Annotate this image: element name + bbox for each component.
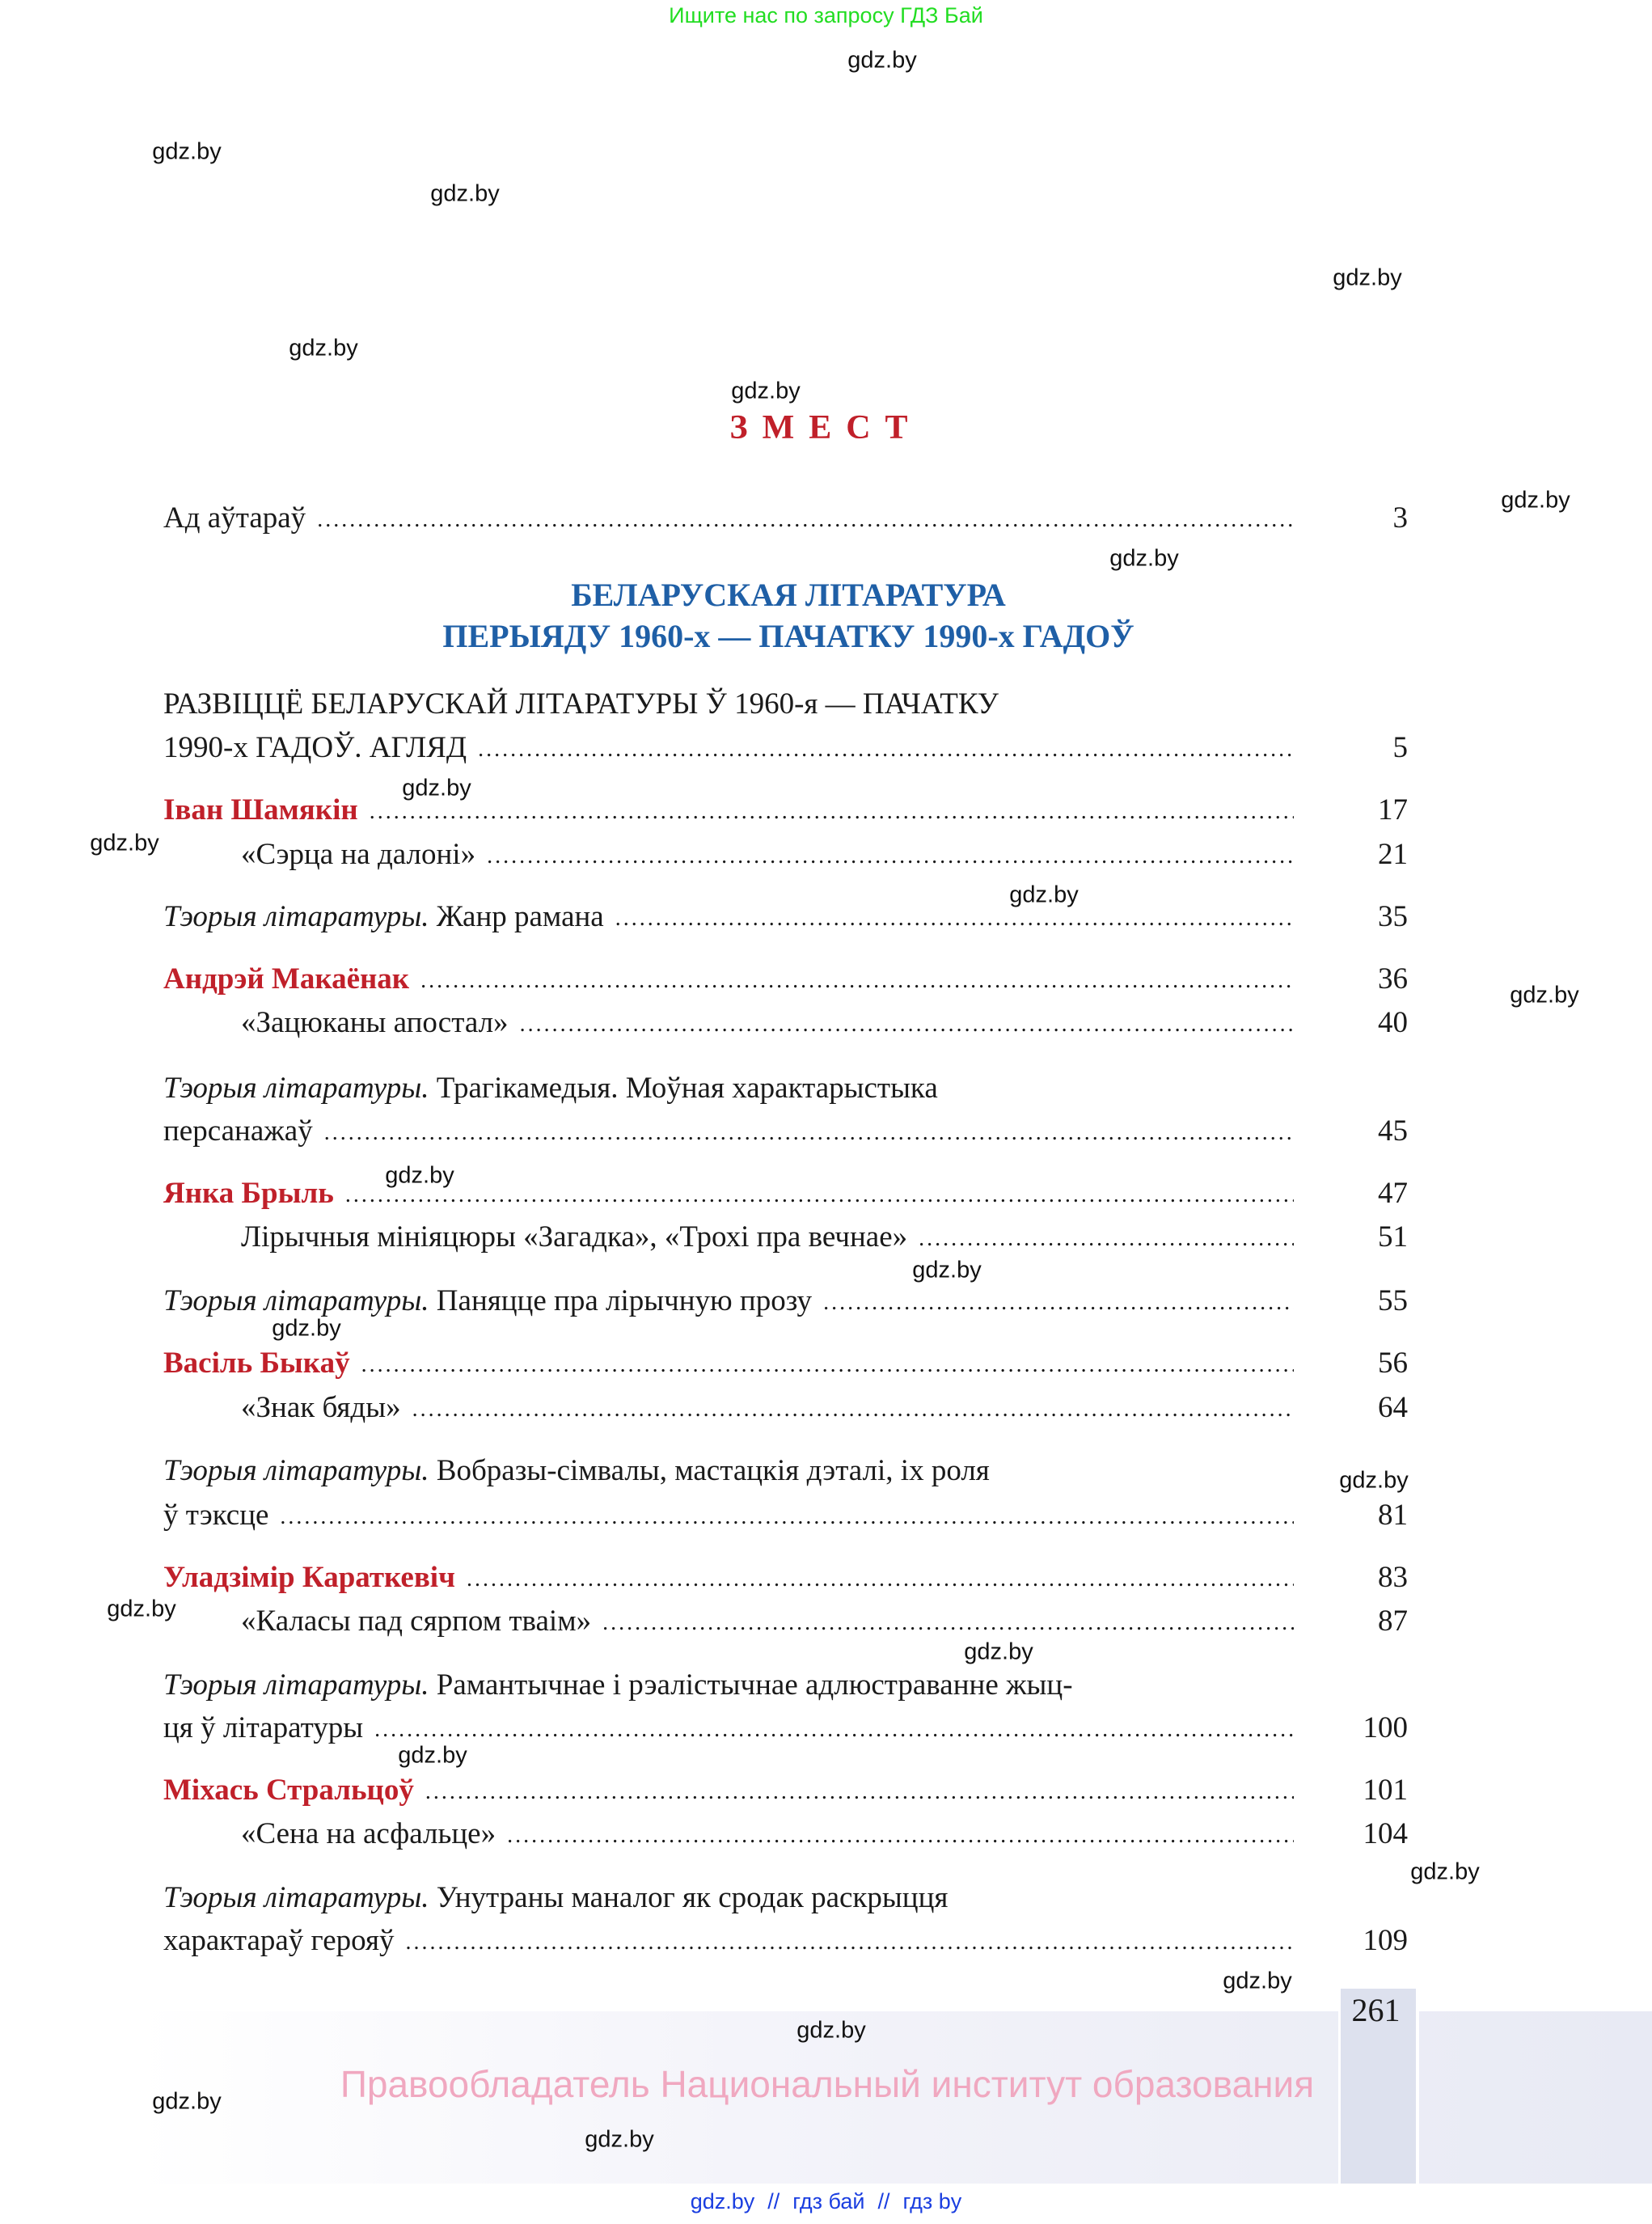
search-hint-banner: Ищите нас по запросу ГДЗ Бай — [669, 3, 983, 27]
theory-prefix: Тэорыя літаратуры. — [163, 1668, 429, 1702]
toc-entry[interactable] — [241, 1000, 1408, 1044]
toc-entry[interactable] — [163, 1279, 1408, 1322]
watermark-text: gdz.by — [272, 1315, 341, 1342]
toc-entry-title: Андрэй Макаёнак — [163, 962, 410, 996]
watermark-text: gdz.by — [1109, 545, 1179, 572]
dot-leader — [823, 1290, 1294, 1322]
dot-leader — [412, 1397, 1294, 1429]
dot-leader — [345, 1182, 1294, 1215]
toc-entry-title: «Знак бяды» — [241, 1390, 401, 1424]
watermark-text: gdz.by — [585, 2126, 654, 2153]
dot-leader — [487, 844, 1294, 876]
link-gdz-by-alt[interactable]: гдз by — [902, 2189, 962, 2213]
toc-entry[interactable] — [241, 1215, 1408, 1258]
toc-entry-title: «Каласы пад сярпом тваім» — [241, 1604, 592, 1638]
toc-page-number: 100 — [1363, 1710, 1408, 1744]
watermark-text: gdz.by — [385, 1162, 454, 1189]
page-title: ЗМЕСТ — [729, 409, 923, 446]
page-number: 261 — [1351, 1992, 1401, 2028]
toc-page-number: 3 — [1392, 501, 1408, 535]
toc-entry[interactable] — [163, 894, 1408, 938]
toc-entry-title — [163, 1453, 1001, 1488]
watermark-text: gdz.by — [1410, 1858, 1480, 1885]
toc-page-number: 81 — [1378, 1498, 1408, 1532]
toc-entry-title: Уладзімір Караткевіч — [163, 1560, 455, 1594]
toc-entry[interactable] — [163, 1555, 1408, 1599]
theory-prefix: Тэорыя літаратуры. — [163, 1283, 429, 1317]
toc-entry-title: Ад аўтараў — [163, 501, 306, 535]
toc-entry-title: 1990-х ГАДОЎ. АГЛЯД — [163, 730, 467, 764]
toc-entry[interactable] — [241, 1812, 1408, 1855]
link-gdz-by[interactable]: gdz.by — [690, 2189, 755, 2213]
watermark-text: gdz.by — [1510, 982, 1579, 1008]
toc-page-number: 104 — [1363, 1816, 1408, 1850]
toc-page-number: 36 — [1378, 962, 1408, 996]
toc-page-number: 5 — [1392, 730, 1408, 764]
toc-entry-title: характараў герояў — [163, 1923, 395, 1957]
toc-entry[interactable] — [163, 1918, 1408, 1962]
toc-entry-title: «Сэрца на далоні» — [241, 837, 476, 871]
toc-entry[interactable] — [163, 496, 1408, 539]
toc-entry-title — [163, 1071, 949, 1106]
watermark-text: gdz.by — [964, 1638, 1033, 1665]
watermark-text: gdz.by — [402, 775, 471, 801]
dot-leader — [374, 1717, 1294, 1749]
toc-entry-title: ў тэксце — [163, 1498, 269, 1532]
toc-entry[interactable] — [163, 1171, 1408, 1215]
toc-entry-title: «Зацюканы апостал» — [241, 1005, 509, 1039]
toc-entry-title — [163, 1880, 959, 1915]
toc-entry[interactable] — [163, 1109, 1408, 1152]
watermark-text: gdz.by — [847, 47, 917, 74]
toc-entry[interactable] — [163, 1706, 1408, 1749]
dot-leader — [919, 1226, 1294, 1258]
separator: // — [877, 2189, 890, 2213]
theory-prefix: Тэорыя літаратуры. — [163, 1880, 429, 1914]
separator: // — [767, 2189, 780, 2213]
toc-entry[interactable] — [163, 1663, 1408, 1706]
toc-entry[interactable] — [163, 1875, 1408, 1919]
section-heading-line-2: ПЕРЫЯДУ 1960-х — ПАЧАТКУ 1990-х ГАДОЎ — [442, 618, 1134, 654]
dot-leader — [280, 1504, 1294, 1537]
watermark-text: gdz.by — [430, 180, 500, 207]
toc-page-number: 45 — [1378, 1114, 1408, 1148]
theory-prefix: Тэорыя літаратуры. — [163, 1071, 429, 1105]
toc-page-number: 17 — [1378, 793, 1408, 827]
toc-entry[interactable] — [241, 1385, 1408, 1429]
dot-leader — [406, 1930, 1295, 1962]
toc-page-number: 55 — [1378, 1283, 1408, 1317]
toc-page-number: 51 — [1378, 1220, 1408, 1254]
watermark-text: gdz.by — [289, 335, 358, 362]
toc-page-number: 101 — [1363, 1773, 1408, 1807]
theory-prefix: Тэорыя літаратуры. — [163, 899, 429, 933]
toc-page-number: 83 — [1378, 1560, 1408, 1594]
watermark-text: gdz.by — [731, 378, 801, 404]
toc-page-number: 35 — [1378, 899, 1408, 933]
dot-leader — [361, 1352, 1294, 1385]
toc-entry[interactable] — [163, 1448, 1408, 1492]
toc-entry-title: РАЗВІЦЦЁ БЕЛАРУСКАЙ ЛІТАРАТУРЫ Ў 1960-я — ПАЧАТКУ — [163, 687, 999, 721]
toc-entry[interactable] — [163, 1493, 1408, 1537]
toc-page-number: 40 — [1378, 1005, 1408, 1039]
rights-holder-notice: Правообладатель Национальный институт образования — [340, 2063, 1315, 2105]
toc-entry-title — [163, 1668, 1084, 1702]
toc-entry-title — [163, 1283, 823, 1318]
bottom-links — [0, 2189, 1652, 2214]
toc-entry-title: Іван Шамякін — [163, 793, 358, 827]
toc-page-number: 64 — [1378, 1390, 1408, 1424]
toc-entry-title: Лірычныя мініяцюры «Загадка», «Трохі пра вечнае» — [241, 1220, 908, 1254]
toc-page-number: 87 — [1378, 1604, 1408, 1638]
dot-leader — [507, 1823, 1294, 1855]
toc-entry-title: «Сена на асфальце» — [241, 1816, 496, 1850]
watermark-text: gdz.by — [1501, 487, 1570, 514]
toc-page-number: 47 — [1378, 1176, 1408, 1210]
theory-prefix: Тэорыя літаратуры. — [163, 1453, 429, 1487]
dot-leader — [602, 1610, 1294, 1643]
toc-entry[interactable] — [163, 1768, 1408, 1812]
dot-leader — [370, 799, 1294, 831]
toc-entry[interactable] — [163, 725, 1408, 769]
dot-leader — [317, 507, 1294, 539]
link-gdz-bai[interactable]: гдз бай — [792, 2189, 865, 2213]
dot-leader — [467, 1567, 1294, 1599]
watermark-text: gdz.by — [1009, 882, 1079, 908]
watermark-text: gdz.by — [1333, 264, 1402, 291]
toc-page-number: 21 — [1378, 837, 1408, 871]
toc-entry-title: Міхась Стральцоў — [163, 1773, 414, 1807]
watermark-text: gdz.by — [912, 1257, 982, 1283]
watermark-text: gdz.by — [152, 2088, 222, 2115]
watermark-text: gdz.by — [796, 2017, 866, 2044]
watermark-text: gdz.by — [1223, 1968, 1292, 1994]
toc-entry-title — [163, 899, 615, 934]
watermark-text: gdz.by — [152, 138, 222, 165]
watermark-text: gdz.by — [90, 830, 159, 856]
toc-entry-text: Паняцце пра лірычную прозу — [429, 1283, 813, 1317]
section-heading-line-1: БЕЛАРУСКАЯ ЛІТАРАТУРА — [571, 577, 1006, 613]
toc-entry[interactable] — [241, 1599, 1408, 1643]
toc-entry[interactable] — [163, 1066, 1408, 1110]
dot-leader — [615, 906, 1294, 938]
toc-entry[interactable] — [163, 788, 1408, 831]
toc-page-number: 109 — [1363, 1923, 1408, 1957]
toc-page-number: 56 — [1378, 1346, 1408, 1380]
toc-entry[interactable] — [163, 1341, 1408, 1385]
dot-leader — [324, 1120, 1294, 1152]
toc-entry-title: персанажаў — [163, 1114, 313, 1148]
watermark-text: gdz.by — [1339, 1467, 1409, 1494]
toc-entry-text: Жанр рамана — [429, 899, 604, 933]
toc-entry-text: Рамантычнае і рэалістычнае адлюстраванне жыц- — [429, 1668, 1073, 1702]
toc-entry-title: Янка Брыль — [163, 1176, 334, 1210]
toc-entry[interactable] — [163, 957, 1408, 1000]
watermark-text: gdz.by — [107, 1596, 176, 1622]
dot-leader — [420, 968, 1294, 1000]
toc-entry-title: Васіль Быкаў — [163, 1346, 350, 1380]
toc-entry-title: ця ў літаратуры — [163, 1710, 364, 1744]
toc-entry-text: Вобразы-сімвалы, мастацкія дэталі, іх роля — [429, 1453, 990, 1487]
dot-leader — [425, 1779, 1294, 1812]
dot-leader — [520, 1012, 1294, 1044]
watermark-text: gdz.by — [398, 1742, 467, 1769]
toc-entry[interactable] — [163, 682, 1408, 725]
toc-entry-text: Унутраны маналог як сродак раскрыцця — [429, 1880, 949, 1914]
toc-entry[interactable] — [241, 832, 1408, 876]
dot-leader — [478, 737, 1294, 769]
toc-entry-text: Трагікамедыя. Моўная характарыстыка — [429, 1071, 938, 1105]
